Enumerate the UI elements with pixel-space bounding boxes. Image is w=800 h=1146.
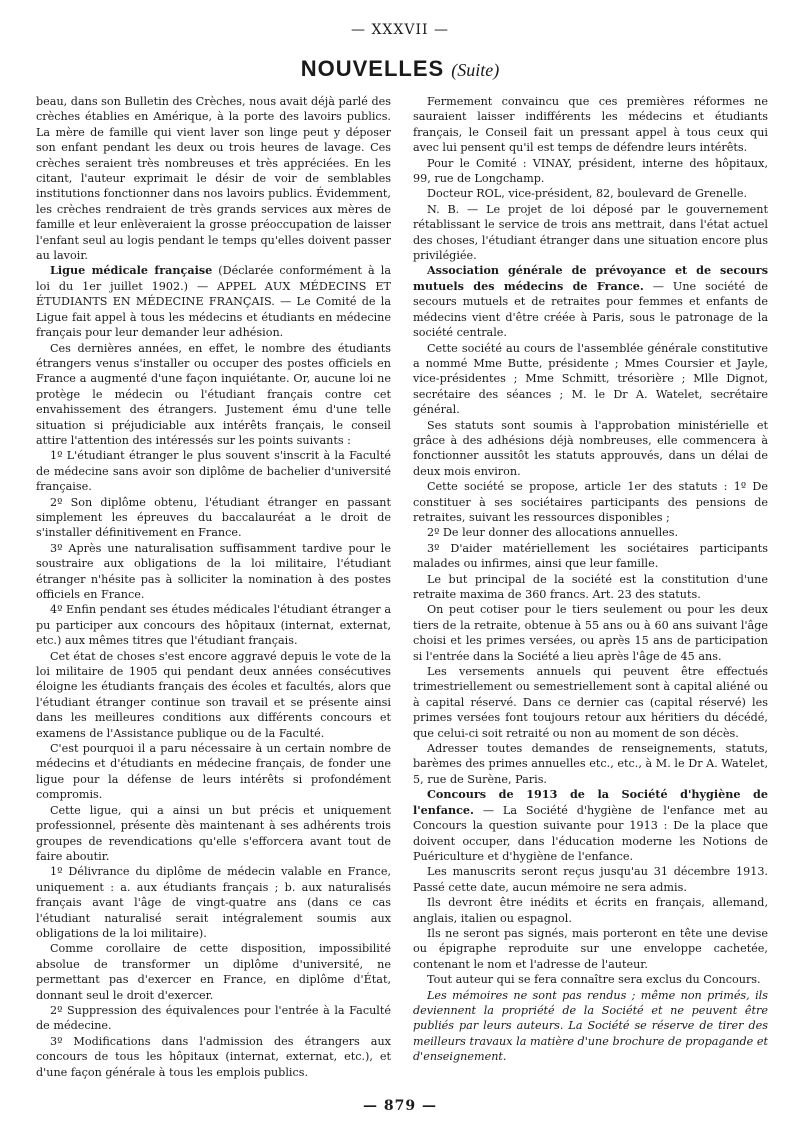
paragraph: 2º De leur donner des allocations annuelles. xyxy=(427,526,679,540)
paragraph: Cette société se propose, article 1er des statuts : 1º De constituer à ses sociétaires participants des pensions de retraites, suivant les ressources disponibles ; xyxy=(413,480,768,524)
paragraph: Ligue médicale française (Déclarée conformément à la loi du 1er juillet 1902.) — APPEL AUX MÉDECINS ET ÉTUDIANTS EN MÉDECINE FRANÇAIS. — Le Comité de la Ligue fait appel à tous les médecins et étudiants en médecine français pour leur demander leur adhésion. xyxy=(36,263,391,340)
paragraph: Association générale de prévoyance et de secours mutuels des médecins de France. — Une société de secours mutuels et de retraites pour femmes et enfants de médecins vient d'être créée à Paris, sous le patronage de la société centrale. xyxy=(413,263,768,340)
paragraph: Les versements annuels qui peuvent être effectués trimestriellement ou semestriellement sont à capital aliéné ou à capital réservé. Dans ce dernier cas (capital réservé) les primes versées font toujours retour aux héritiers du décédé, que celui-ci soit retraité ou non au moment de son décès. xyxy=(413,665,768,740)
paragraph: 3º Modifications dans l'admission des étrangers aux concours de tous les hôpitaux (internat, externat, etc.), et d'une façon générale à tous les emplois publics. xyxy=(36,1034,391,1079)
paragraph: Ces dernières années, en effet, le nombre des étudiants étrangers venus s'installer ou occuper des postes officiels en France a augmenté d'une façon inquiétante. Or, aucune loi ne protège le médecin ou l'étudiant français contre cet envahissement des étrangers. Justement ému d'une telle situation si préjudiciable aux intérêts français, le conseil attire l'attention des intéressés sur les points suivants : xyxy=(36,341,391,447)
paragraph: N. B. — Le projet de loi déposé par le gouvernement rétablissant le service de trois ans mettrait, dans l'état actuel des choses, l'étudiant étranger dans une situation encore plus privilégiée. xyxy=(413,202,768,263)
paragraph: beau, dans son Bulletin des Crèches, nous avait déjà parlé des crèches établies en Amérique, à la porte des lavoirs publics. La mère de famille qui vient laver son linge peut y déposer son enfant pendant les deux ou trois heures de lavage. Ces crèches seraient très nombreuses et très appréciées. En les citant, l'auteur exprimait le désir de voir de semblables institutions fonctionner dans nos lavoirs publics. Évidemment, les crèches rendraient de très grands services aux mères de famille et leur enlèveraient la grosse préoccupation de laisser l'enfant seul au logis pendant le temps qu'elles doivent passer au lavoir. xyxy=(36,95,391,263)
paragraph: 3º D'aider matériellement les sociétaires participants malades ou infirmes, ainsi que leur famille. xyxy=(413,541,768,571)
paragraph: Les manuscrits seront reçus jusqu'au 31 décembre 1913. Passé cette date, aucun mémoire ne sera admis. xyxy=(413,865,768,894)
paragraph: Ils devront être inédits et écrits en français, allemand, anglais, italien ou espagnol. xyxy=(413,896,768,925)
paragraph: Ses statuts sont soumis à l'approbation ministérielle et grâce à des adhésions déjà nombreuses, elle commencera à fonctionner aussitôt les statuts approuvés, dans un délai de deux mois environ. xyxy=(413,418,768,478)
paragraph: Ils ne seront pas signés, mais porteront en tête une devise ou épigraphe reproduite sur une enveloppe cachetée, contenant le nom et l'adresse de l'auteur. xyxy=(413,926,768,971)
paragraph: 4º Enfin pendant ses études médicales l'étudiant étranger a pu participer aux concours des hôpitaux (internat, externat, etc.) aux mêmes titres que l'étudiant français. xyxy=(36,603,391,648)
left-column xyxy=(36,94,391,1080)
paragraph: Concours de 1913 de la Société d'hygiène de l'enfance. — La Société d'hygiène de l'enfance met au Concours la question suivante pour 1913 : De la place que doivent occuper, dans l'éducation moderne les Notions de Puériculture et d'hygiène de l'enfance. xyxy=(413,787,768,863)
paragraph: On peut cotiser pour le tiers seulement ou pour les deux tiers de la retraite, obtenue à 55 ans ou à 60 ans suivant l'âge choisi et les primes versées, ou après 15 ans de participation si l'entrée dans la Société a lieu après l'âge de 45 ans. xyxy=(413,603,768,663)
roman-page-number: — XXXVII — xyxy=(351,22,449,38)
paragraph: 1º Délivrance du diplôme de médecin valable en France, uniquement : a. aux étudiants français ; b. aux naturalisés français avant l'âge de vingt-quatre ans (dans ce cas l'étudiant naturalisé serait intégralement soumis aux obligations de la loi militaire). xyxy=(36,865,391,940)
paragraph: Comme corollaire de cette disposition, impossibilité absolue de transformer un diplôme d'université, ne permettant pas d'exercer en France, en diplôme d'État, donnant seul le droit d'exercer. xyxy=(36,942,391,1002)
paragraph: 1º L'étudiant étranger le plus souvent s'inscrit à la Faculté de médecine sans avoir son diplôme de bachelier d'université française. xyxy=(36,449,391,494)
paragraph: 3º Après une naturalisation suffisamment tardive pour le soustraire aux obligations de la loi militaire, l'étudiant étranger n'hésite pas à solliciter la nomination à des postes officiels en France. xyxy=(36,541,391,601)
paragraph: Les mémoires ne sont pas rendus ; même non primés, ils deviennent la propriété de la Société et ne peuvent être publiés par leurs auteurs. La Société se réserve de tirer des meilleurs travaux la matière d'une brochure de propagande et d'enseignement. xyxy=(413,988,768,1064)
section-title-text: NOUVELLES xyxy=(300,56,445,81)
paragraph-lead: Concours de 1913 de la Société d'hygiène de l'enfance. xyxy=(413,787,768,817)
paragraph: Le but principal de la société est la constitution d'une retraite maxima de 360 francs. Art. 23 des statuts. xyxy=(413,572,768,601)
section-title-suffix: (Suite) xyxy=(451,60,500,80)
paragraph: Cette ligue, qui a ainsi un but précis et uniquement professionnel, présente dès maintenant à ses adhérents trois groupes de revendications qu'elle s'efforcera avant tout de faire aboutir. xyxy=(36,803,391,863)
paragraph: Cette société au cours de l'assemblée générale constitutive a nommé Mme Butte, présidente ; Mmes Coursier et Jayle, vice-présidentes ; Mme Schmitt, trésorière ; Mlle Dignot, secrétaire des séances ; M. le Dr A. Watelet, secrétaire général. xyxy=(413,341,768,417)
section-title xyxy=(0,56,800,82)
paragraph: 2º Son diplôme obtenu, l'étudiant étranger en passant simplement les épreuves du baccalauréat a le droit de s'installer définitivement en France. xyxy=(36,495,391,540)
page-number: — 879 — xyxy=(363,1098,437,1114)
paragraph: Fermement convaincu que ces premières réformes ne sauraient laisser indifférents les médecins et étudiants français, le Conseil fait un pressant appel à tous ceux qui avec lui pensent qu'il est temps de défendre leurs intérêts. xyxy=(413,95,768,155)
paragraph-lead: Ligue médicale française xyxy=(50,263,213,278)
right-column xyxy=(413,94,768,1065)
paragraph: Pour le Comité : VINAY, président, interne des hôpitaux, 99, rue de Longchamp. xyxy=(413,156,768,186)
paragraph: Tout auteur qui se fera connaître sera exclus du Concours. xyxy=(427,973,761,987)
paragraph-lead: Association générale de prévoyance et de secours mutuels des médecins de France. xyxy=(413,263,768,293)
paragraph: Docteur ROL, vice-président, 82, boulevard de Grenelle. xyxy=(427,187,748,201)
paragraph: Cet état de choses s'est encore aggravé depuis le vote de la loi militaire de 1905 qui pendant deux années consécutives éloigne les étudiants français des écoles et facultés, alors que l'étudiant étranger continue son travail et se présente ainsi dans les meilleures conditions aux différents concours et examens de l'Assistance publique ou de la Faculté. xyxy=(36,649,391,740)
paragraph: 2º Suppression des équivalences pour l'entrée à la Faculté de médecine. xyxy=(36,1003,391,1033)
paragraph: Adresser toutes demandes de renseignements, statuts, barèmes des primes annuelles etc., etc., à M. le Dr A. Watelet, 5, rue de Surène, Paris. xyxy=(413,742,768,786)
paragraph: C'est pourquoi il a paru nécessaire à un certain nombre de médecins et d'étudiants en médecine français, de fonder une ligue pour la défense de leurs intérêts si profondément compromis. xyxy=(36,742,391,802)
